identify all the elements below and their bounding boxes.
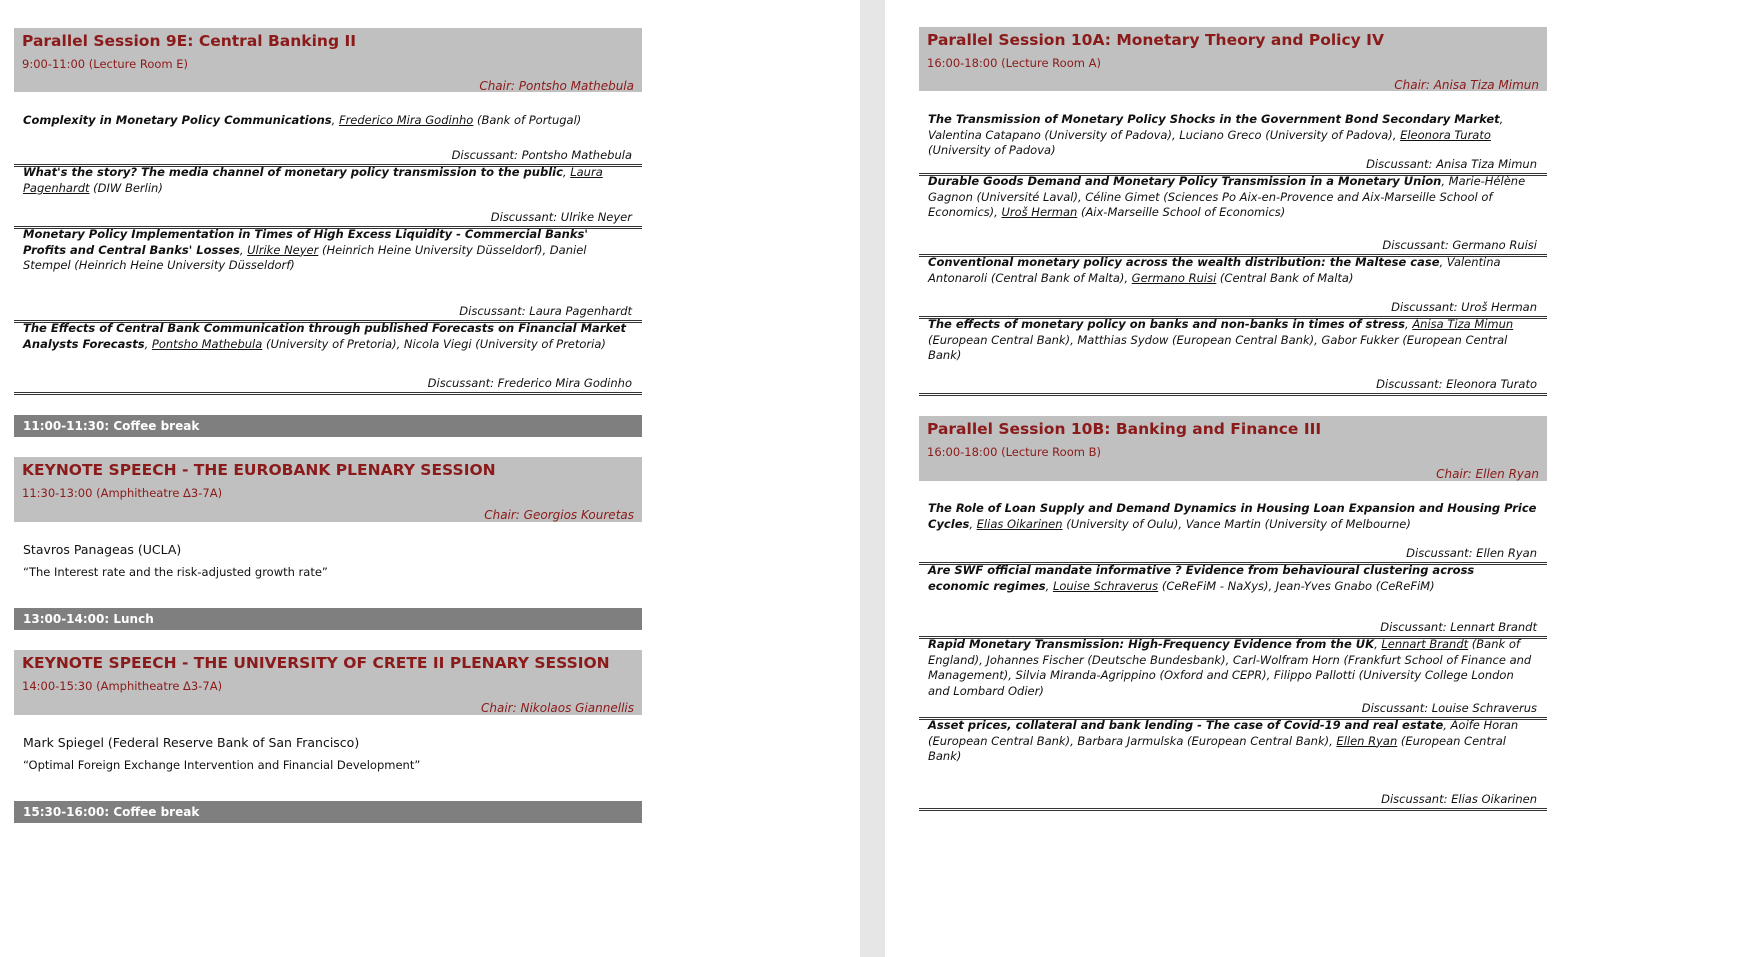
paper-authors: , [1405,317,1413,331]
paper-authors: (Bank of Portugal) [473,113,582,127]
session-9e-header [14,28,642,92]
keynote-chair: Chair: Nikolaos Giannellis [481,701,634,715]
paper-title: Durable Goods Demand and Monetary Policy Transmission in a Monetary Union [928,174,1442,188]
paper-title: Complexity in Monetary Policy Communications [23,113,332,127]
page-gutter [860,0,885,957]
paper-entry [919,112,1547,159]
keynote-time: 14:00-15:30 (Amphitheatre Δ3-7A) [22,679,223,693]
paper-authors: (University of Pretoria), Nicola Viegi (University of Pretoria) [262,336,606,351]
paper-entry [919,174,1547,221]
paper-authors: , [331,113,339,127]
paper-entry [14,321,642,352]
keynote-talk-title: “The Interest rate and the risk-adjusted growth rate” [23,565,328,579]
session-title: Parallel Session 9E: Central Banking II [22,32,356,50]
paper-presenter: Frederico Mira Godinho [338,113,474,127]
discussant-line: Discussant: Ulrike Neyer [14,210,642,229]
keynote-chair: Chair: Georgios Kouretas [484,508,634,522]
paper-authors: (Bank of England), Johannes Fischer (Deutsche Bundesbank), Carl-Wolfram Horn (Frankfurt School of Finance and Management), Silvia Miranda-Agrippino (Oxford and CEPR), Filippo Pallotti (University College London and Lombard Odier) [928,637,1532,698]
paper-authors: , [1374,637,1382,651]
keynote-time: 11:30-13:00 (Amphitheatre Δ3-7A) [22,486,223,500]
paper-authors: , [239,242,248,257]
discussant-line: Discussant: Frederico Mira Godinho [14,376,642,395]
paper-presenter: Louise Schraverus [1052,578,1159,593]
discussant-line: Discussant: Ellen Ryan [919,546,1547,565]
session-chair: Chair: Pontsho Mathebula [479,79,634,93]
paper-authors: , [562,165,571,179]
paper-entry [919,563,1547,594]
paper-authors: , [969,516,977,531]
paper-presenter: Anisa Tiza Mimun [1412,317,1514,331]
paper-entry [14,227,642,274]
paper-presenter: Uroš Herman [1001,205,1078,219]
paper-authors: (European Central Bank) [928,733,1506,763]
paper-authors: (CeReFiM - NaXys), Jean-Yves Gnabo (CeReFiM) [1158,578,1435,593]
paper-title: The effects of monetary policy on banks and non-banks in times of stress [928,317,1405,331]
paper-authors: , [144,336,152,351]
session-title: Parallel Session 10A: Monetary Theory and Policy IV [927,31,1384,49]
paper-authors: , [1045,578,1053,593]
discussant-line: Discussant: Pontsho Mathebula [14,148,642,167]
paper-authors: , Valentina Catapano (University of Padova), Luciano Greco (University of Padova), [928,112,1504,142]
discussant-line: Discussant: Germano Ruisi [919,238,1547,257]
document-page-right [885,0,1754,957]
paper-authors: (European Central Bank), Matthias Sydow (European Central Bank), Gabor Fukker (European Central Bank) [928,332,1508,362]
discussant-line: Discussant: Laura Pagenhardt [14,304,642,323]
keynote-title: KEYNOTE SPEECH - THE UNIVERSITY OF CRETE II PLENARY SESSION [22,654,610,672]
session-10b-header [919,416,1547,481]
paper-presenter: Ellen Ryan [1336,733,1398,748]
discussant-line: Discussant: Uroš Herman [919,300,1547,319]
discussant-line: Discussant: Elias Oikarinen [919,792,1547,811]
paper-entry [14,113,642,129]
keynote-title: KEYNOTE SPEECH - THE EUROBANK PLENARY SESSION [22,461,496,479]
session-10a-header [919,27,1547,91]
paper-entry [919,637,1547,699]
paper-entry [919,501,1547,532]
document-page-left [0,0,860,957]
paper-presenter: Ulrike Neyer [247,242,319,257]
paper-title: The Role of Loan Supply and Demand Dynamics in Housing Loan Expansion and Housing Price Cycles [928,501,1537,531]
paper-entry [919,718,1547,765]
paper-presenter: Germano Ruisi [1131,270,1217,285]
paper-authors: (University of Padova) [928,143,1056,157]
paper-authors: (DIW Berlin) [89,180,163,195]
paper-authors: , Valentina Antonaroli (Central Bank of Malta), [928,255,1501,285]
paper-presenter: Elias Oikarinen [976,516,1063,531]
paper-title: Are SWF official mandate informative ? Evidence from behavioural clustering across economic regimes [928,563,1475,593]
paper-title: Conventional monetary policy across the wealth distribution: the Maltese case [928,255,1440,269]
paper-presenter: Lennart Brandt [1381,637,1469,651]
paper-authors: (University of Oulu), Vance Martin (University of Melbourne) [1062,516,1411,531]
session-title: Parallel Session 10B: Banking and Finance III [927,420,1322,438]
paper-presenter: Eleonora Turato [1400,127,1491,142]
paper-entry [14,165,642,196]
paper-authors: (Central Bank of Malta) [1216,270,1354,285]
paper-authors: , Aoife Horan (European Central Bank), Barbara Jarmulska (European Central Bank), [928,718,1519,748]
discussant-line: Discussant: Anisa Tiza Mimun [919,157,1547,176]
paper-authors: , Marie-Hélène Gagnon (Université Laval), Céline Gimet (Sciences Po Aix-en-Provence and Aix-Marseille School of Economics), [928,174,1526,219]
discussant-line: Discussant: Lennart Brandt [919,620,1547,639]
paper-authors: (Heinrich Heine University Düsseldorf), Daniel Stempel (Heinrich Heine University Düsseldorf) [23,242,587,272]
paper-presenter: Pontsho Mathebula [151,336,263,351]
paper-title: The Effects of Central Bank Communication through published Forecasts on Financial Market Analysts Forecasts [23,321,626,351]
paper-entry [919,317,1547,364]
session-time: 9:00-11:00 (Lecture Room E) [22,57,189,71]
keynote-speaker: Stavros Panageas (UCLA) [23,542,182,557]
discussant-line: Discussant: Eleonora Turato [919,377,1547,396]
session-time: 16:00-18:00 (Lecture Room B) [927,445,1101,459]
session-chair: Chair: Anisa Tiza Mimun [1394,78,1539,92]
keynote-speaker: Mark Spiegel (Federal Reserve Bank of San Francisco) [23,735,360,750]
coffee-break-bar: 11:00-11:30: Coffee break [14,415,642,437]
paper-title: Rapid Monetary Transmission: High-Frequency Evidence from the UK [928,637,1375,651]
paper-entry [919,255,1547,286]
paper-title: The Transmission of Monetary Policy Shocks in the Government Bond Secondary Market [928,112,1500,126]
keynote-talk-title: “Optimal Foreign Exchange Intervention and Financial Development” [23,758,421,772]
paper-title: Monetary Policy Implementation in Times of High Excess Liquidity - Commercial Banks' Profits and Central Banks' Losses [23,227,588,257]
session-chair: Chair: Ellen Ryan [1436,467,1539,481]
discussant-line: Discussant: Louise Schraverus [919,701,1547,720]
paper-title: What's the story? The media channel of monetary policy transmission to the public [23,165,563,179]
session-time: 16:00-18:00 (Lecture Room A) [927,56,1101,70]
paper-authors: (Aix-Marseille School of Economics) [1077,205,1286,219]
coffee-break-bar: 15:30-16:00: Coffee break [14,801,642,823]
paper-presenter: Laura Pagenhardt [23,165,603,195]
paper-title: Asset prices, collateral and bank lending - The case of Covid-19 and real estate [928,718,1444,732]
lunch-break-bar: 13:00-14:00: Lunch [14,608,642,630]
keynote-1-header [14,457,642,522]
keynote-2-header [14,650,642,715]
